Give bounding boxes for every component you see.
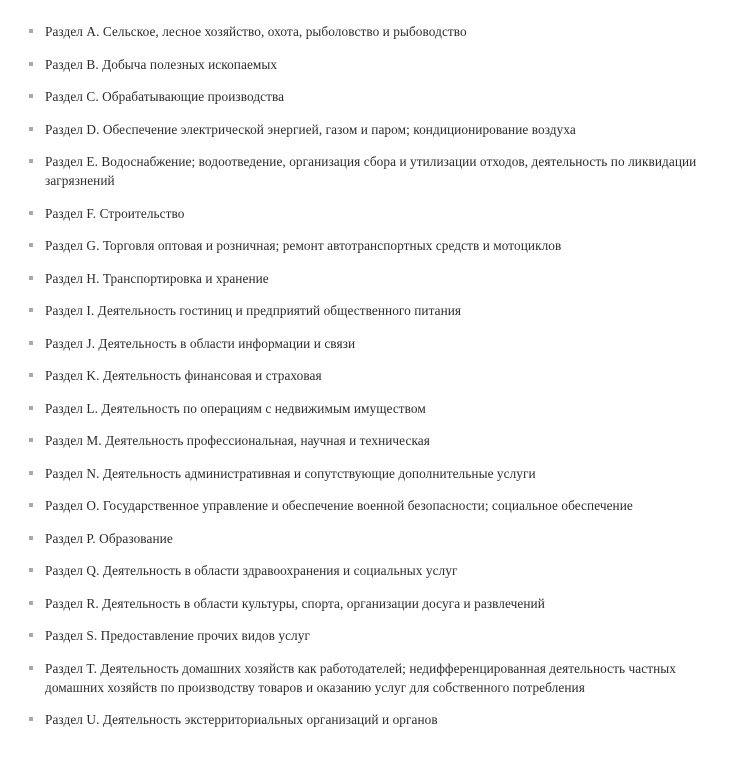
square-bullet-icon <box>29 127 33 131</box>
list-item-label: Раздел F. Строительство <box>45 205 185 221</box>
list-item[interactable] <box>18 399 732 418</box>
list-item[interactable] <box>18 366 732 385</box>
square-bullet-icon <box>29 536 33 540</box>
list-item-label: Раздел U. Деятельность экстерриториальных организаций и органов <box>45 712 438 727</box>
list-item[interactable] <box>18 236 732 255</box>
square-bullet-icon <box>29 633 33 637</box>
list-item[interactable] <box>18 269 732 288</box>
square-bullet-icon <box>29 568 33 572</box>
list-item-label: Раздел H. Транспортировка и хранение <box>45 270 269 286</box>
list-item[interactable] <box>18 659 732 697</box>
list-item-label: Раздел R. Деятельность в области культуры, спорта, организации досуга и развлечений <box>45 595 545 611</box>
list-item[interactable] <box>18 55 732 74</box>
list-item[interactable] <box>18 594 732 613</box>
square-bullet-icon <box>29 717 33 721</box>
square-bullet-icon <box>29 406 33 410</box>
list-item[interactable] <box>18 152 732 190</box>
square-bullet-icon <box>29 503 33 507</box>
list-item-label: Раздел Q. Деятельность в области здравоохранения и социальных услуг <box>45 563 458 578</box>
list-item-label: Раздел J. Деятельность в области информации и связи <box>45 335 356 351</box>
square-bullet-icon <box>29 276 33 280</box>
list-item-label: Раздел B. Добыча полезных ископаемых <box>45 56 278 72</box>
list-item-label: Раздел S. Предоставление прочих видов услуг <box>45 628 310 643</box>
list-item-label: Раздел C. Обрабатывающие производства <box>45 89 285 104</box>
square-bullet-icon <box>29 94 33 98</box>
list-item[interactable] <box>18 464 732 483</box>
list-item[interactable] <box>18 301 732 320</box>
list-item-label: Раздел K. Деятельность финансовая и страховая <box>45 368 322 383</box>
square-bullet-icon <box>29 62 33 66</box>
list-item[interactable] <box>18 87 732 106</box>
list-item-label: Раздел G. Торговля оптовая и розничная; ремонт автотранспортных средств и мотоциклов <box>45 238 562 253</box>
square-bullet-icon <box>29 373 33 377</box>
list-item-label: Раздел I. Деятельность гостиниц и предприятий общественного питания <box>45 303 462 318</box>
list-item-label: Раздел A. Сельское, лесное хозяйство, охота, рыболовство и рыбоводство <box>45 24 467 39</box>
square-bullet-icon <box>29 243 33 247</box>
list-item-label: Раздел D. Обеспечение электрической энергией, газом и паром; кондиционирование воздуха <box>45 121 576 137</box>
list-item[interactable] <box>18 204 732 223</box>
list-item[interactable] <box>18 120 732 139</box>
list-item[interactable] <box>18 710 732 729</box>
list-item-label: Раздел E. Водоснабжение; водоотведение, организация сбора и утилизации отходов, деятельность по ликвидации загрязнений <box>45 154 697 188</box>
section-list <box>18 22 732 729</box>
list-item-label: Раздел P. Образование <box>45 530 173 546</box>
square-bullet-icon <box>29 159 33 163</box>
list-item[interactable] <box>18 561 732 580</box>
square-bullet-icon <box>29 438 33 442</box>
list-item[interactable] <box>18 22 732 41</box>
list-item-label: Раздел T. Деятельность домашних хозяйств как работодателей; недифференцированная деятельность частных домашних хозяйств по производству товаров и оказанию услуг для собственного потребления <box>45 660 677 695</box>
square-bullet-icon <box>29 341 33 345</box>
list-item-label: Раздел M. Деятельность профессиональная, научная и техническая <box>45 433 430 448</box>
list-item[interactable] <box>18 496 732 515</box>
list-item-label: Раздел N. Деятельность административная и сопутствующие дополнительные услуги <box>45 465 536 481</box>
square-bullet-icon <box>29 601 33 605</box>
list-item[interactable] <box>18 529 732 548</box>
list-item-label: Раздел L. Деятельность по операциям с недвижимым имуществом <box>45 400 426 416</box>
square-bullet-icon <box>29 308 33 312</box>
list-item-label: Раздел O. Государственное управление и обеспечение военной безопасности; социальное обеспечение <box>45 498 633 513</box>
square-bullet-icon <box>29 29 33 33</box>
square-bullet-icon <box>29 471 33 475</box>
square-bullet-icon <box>29 666 33 670</box>
list-item[interactable] <box>18 334 732 353</box>
square-bullet-icon <box>29 211 33 215</box>
list-item[interactable] <box>18 626 732 645</box>
list-item[interactable] <box>18 431 732 450</box>
